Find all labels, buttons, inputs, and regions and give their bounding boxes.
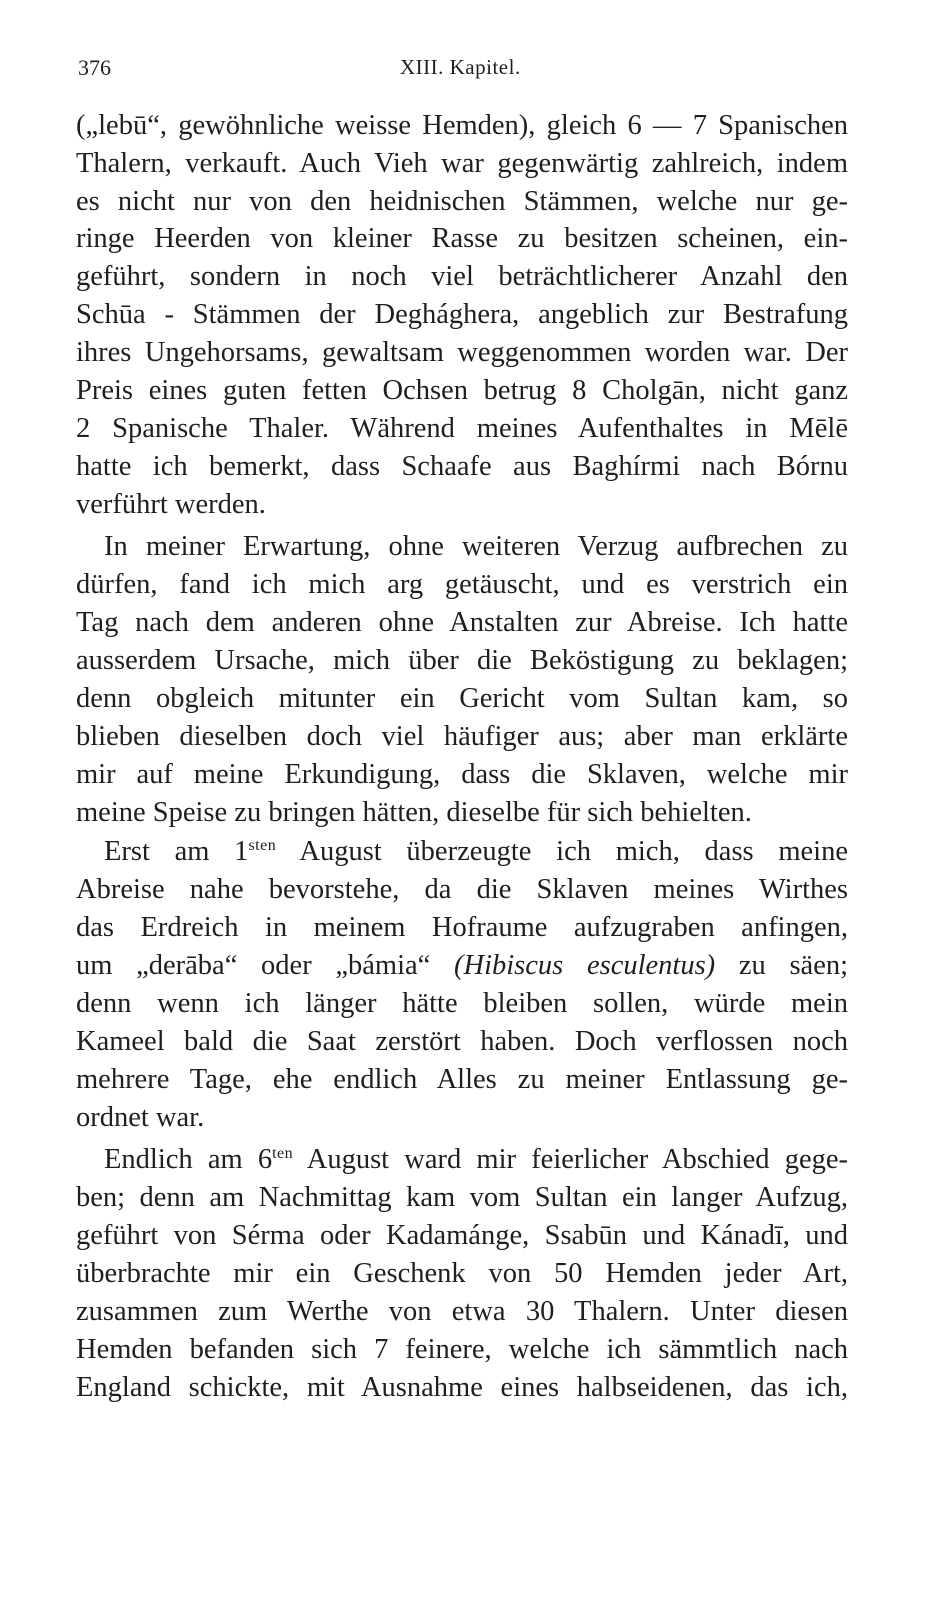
text-segment: ordnet war. xyxy=(76,1102,205,1133)
text-segment: es nicht nur von den heidnischen Stämmen, welche nur ge- xyxy=(76,186,848,217)
text-segment: zusammen zum Werthe von etwa 30 Thalern. Unter diesen xyxy=(76,1296,848,1327)
text-segment: denn wenn ich länger hätte bleiben sollen, würde mein xyxy=(76,988,848,1019)
italic-text: (Hibiscus esculentus) xyxy=(454,950,716,981)
text-line xyxy=(76,872,848,908)
text-segment: blieben dieselben doch viel häufiger aus; aber man erklärte xyxy=(76,721,848,752)
text-segment: zu säen; xyxy=(715,950,849,981)
text-line xyxy=(76,411,848,447)
superscript: ten xyxy=(272,1145,294,1162)
text-segment: denn obgleich mitunter ein Gericht vom Sultan kam, so xyxy=(76,683,848,714)
text-line xyxy=(76,567,848,603)
text-segment: meine Speise zu bringen hätten, dieselbe für sich behielten. xyxy=(76,797,752,828)
text-segment: England schickte, mit Ausnahme eines halbseidenen, das ich, xyxy=(76,1372,848,1403)
text-segment: mir auf meine Erkundigung, dass die Sklaven, welche mir xyxy=(76,759,848,790)
text-segment: August ward mir feierlicher Abschied gege- xyxy=(293,1144,848,1175)
text-line xyxy=(76,449,848,485)
text-segment: („lebū“, gewöhnliche weisse Hemden), gleich 6 — 7 Spanischen xyxy=(76,110,848,141)
text-line xyxy=(76,108,848,144)
text-line xyxy=(76,146,848,182)
text-line xyxy=(76,681,848,717)
text-segment: August überzeugte ich mich, dass meine xyxy=(276,836,848,867)
text-segment: ihres Ungehorsams, gewaltsam weggenommen worden war. Der xyxy=(76,337,848,368)
text-segment: Preis eines guten fetten Ochsen betrug 8 Cholgān, nicht ganz xyxy=(76,375,848,406)
text-line xyxy=(76,373,848,409)
text-segment: das Erdreich in meinem Hofraume aufzugraben anfingen, xyxy=(76,912,848,943)
text-line xyxy=(76,910,848,946)
superscript: sten xyxy=(248,837,277,854)
text-segment: um „derāba“ oder „bámia“ xyxy=(76,950,455,981)
text-line xyxy=(76,1218,848,1254)
text-line xyxy=(76,719,848,755)
text-line xyxy=(104,529,848,565)
text-line xyxy=(76,757,848,793)
running-head: XIII. Kapitel. xyxy=(400,55,521,79)
text-segment: In meiner Erwartung, ohne weiteren Verzug aufbrechen zu xyxy=(104,531,848,562)
text-segment: Hemden befanden sich 7 feinere, welche ich sämmtlich nach xyxy=(76,1334,848,1365)
text-line xyxy=(76,487,848,523)
text-line xyxy=(76,1062,848,1098)
text-line xyxy=(76,1332,848,1368)
text-line xyxy=(76,1370,848,1406)
text-segment: Endlich am 6 xyxy=(104,1144,273,1175)
page-header xyxy=(78,55,848,91)
text-line xyxy=(76,1024,848,1060)
text-segment: ben; denn am Nachmittag kam vom Sultan ein langer Aufzug, xyxy=(76,1182,848,1213)
text-segment: mehrere Tage, ehe endlich Alles zu meiner Entlassung ge- xyxy=(76,1064,848,1095)
text-line xyxy=(76,605,848,641)
text-segment: Schūa - Stämmen der Deghághera, angeblich zur Bestrafung xyxy=(76,299,848,330)
text-line xyxy=(76,335,848,371)
text-segment: ausserdem Ursache, mich über die Beköstigung zu beklagen; xyxy=(76,645,848,676)
text-line xyxy=(76,1294,848,1330)
text-line xyxy=(76,259,848,295)
text-line xyxy=(76,297,848,333)
text-line xyxy=(76,1100,848,1136)
text-line xyxy=(76,221,848,257)
text-line xyxy=(104,1142,848,1178)
text-line xyxy=(76,643,848,679)
text-line xyxy=(104,834,848,870)
text-segment: hatte ich bemerkt, dass Schaafe aus Baghírmi nach Bórnu xyxy=(76,451,848,482)
text-line xyxy=(76,184,848,220)
text-segment: Tag nach dem anderen ohne Anstalten zur Abreise. Ich hatte xyxy=(76,607,848,638)
text-segment: geführt, sondern in noch viel beträchtlicherer Anzahl den xyxy=(76,261,848,292)
text-line xyxy=(76,1180,848,1216)
text-segment: verführt werden. xyxy=(76,489,266,520)
text-line xyxy=(76,795,848,831)
text-segment: überbrachte mir ein Geschenk von 50 Hemden jeder Art, xyxy=(76,1258,848,1289)
text-segment: Thalern, verkauft. Auch Vieh war gegenwärtig zahlreich, indem xyxy=(76,148,848,179)
text-line xyxy=(76,1256,848,1292)
text-segment: geführt von Sérma oder Kadamánge, Ssabūn und Kánadī, und xyxy=(76,1220,848,1251)
text-segment: Abreise nahe bevorstehe, da die Sklaven meines Wirthes xyxy=(76,874,848,905)
text-line xyxy=(76,986,848,1022)
page-number: 376 xyxy=(78,55,111,80)
text-segment: Erst am 1 xyxy=(104,836,249,867)
text-line xyxy=(76,948,848,984)
text-segment: 2 Spanische Thaler. Während meines Aufenthaltes in Mēlē xyxy=(76,413,848,444)
text-segment: ringe Heerden von kleiner Rasse zu besitzen scheinen, ein- xyxy=(76,223,848,254)
text-segment: dürfen, fand ich mich arg getäuscht, und es verstrich ein xyxy=(76,569,848,600)
text-segment: Kameel bald die Saat zerstört haben. Doch verflossen noch xyxy=(76,1026,848,1057)
